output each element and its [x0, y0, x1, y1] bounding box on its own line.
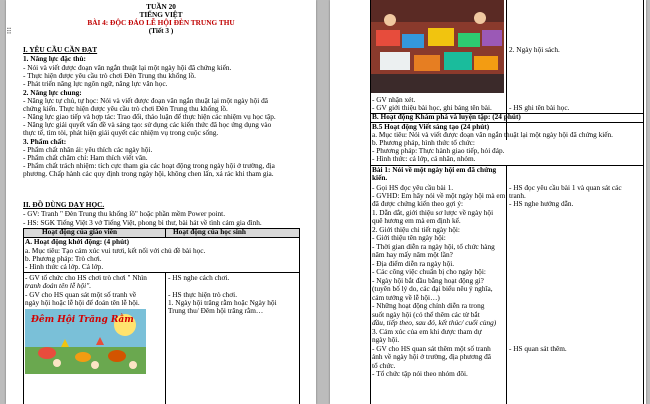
text-line: - GV cho HS quan sát thêm một số tranh	[372, 344, 491, 353]
text-line: quê hương em mà em định kể.	[372, 216, 461, 225]
week-heading: TUẦN 20	[146, 2, 176, 11]
text-line: - Phương pháp: Thực hành giao tiếp, hỏi đáp.	[372, 146, 505, 155]
table-rule	[643, 0, 644, 404]
text-line: ảnh về ngày hội ở trường, địa phương đã	[372, 352, 491, 361]
text-line: - Nói và viết được đoạn văn ngắn thuật lại một ngày hội đã chứng kiến.	[23, 63, 232, 72]
text-line: - Địa điểm diễn ra ngày hội.	[372, 259, 455, 268]
text-line: - Năng lực giải quyết vấn đề và sáng tạo: sử dụng các kiến thức đã học ứng dụng vào	[23, 120, 272, 129]
text-line: - Các công việc chuẩn bị cho ngày hội:	[372, 267, 486, 276]
exercise-1-title: Bài 1: Nói về một ngày hội em đã chứng	[372, 165, 497, 174]
text-line: 1. Dẫn dắt, giới thiệu sơ lược về ngày hội	[372, 208, 494, 217]
text-line: - GV nhận xét.	[372, 95, 416, 104]
column-header-gv: Hoạt động của giáo viên	[42, 227, 118, 236]
festival-illustration	[25, 309, 146, 374]
text-line: - Tổ chức tập nói theo nhóm đôi.	[372, 369, 468, 378]
lesson-title: BÀI 4: ĐỘC ĐÁO LỄ HỘI ĐÈN TRUNG THU	[87, 18, 235, 27]
section-1-2-title: 2. Năng lực chung:	[23, 88, 82, 97]
text-line: năm hay mấy năm một lần?	[372, 250, 453, 259]
text-line: b. Phương pháp, hình thức tổ chức:	[372, 138, 475, 147]
text-line: - Phẩm chất nhân ái: yêu thích các ngày hội.	[23, 145, 153, 154]
text-line: phương. Chấp hành các quy định trong ngày hội, không chen lấn, xả rác khi tham gia.	[23, 169, 274, 178]
drag-handle-icon[interactable]: ⠿	[6, 27, 12, 36]
text-line: - Phẩm chất chăm chỉ: Ham thích viết văn.	[23, 153, 148, 162]
text-line: - Giới thiệu tên ngày hội:	[372, 233, 446, 242]
text-line: - Thực hiện được yêu cầu trò chơi Đèn Trung thu khổng lồ.	[23, 71, 196, 80]
table-rule	[299, 228, 300, 404]
text-line: thực tế, tìm tòi, phát hiện giải quyết các nhiệm vụ trong cuộc sống.	[23, 128, 219, 137]
text-line: - Ngày hội bắt đầu bằng hoạt động gì?	[372, 276, 484, 285]
text-line: - GV tổ chức cho HS chơi trò chơi " Nhìn	[25, 273, 147, 282]
table-rule	[506, 165, 507, 404]
text-line: 2. Giới thiệu chi tiết ngày hội:	[372, 225, 460, 234]
text-line: chứng kiến. Thực hiện được yêu cầu trò chơi Đèn Trung thu khổng lồ.	[23, 104, 228, 113]
text-line: - HS thực hiện trò chơi.	[168, 290, 238, 299]
text-line: ngày hội.	[372, 335, 400, 344]
table-rule	[165, 272, 166, 404]
text-line: - HS đọc yêu cầu bài 1 và quan sát các	[509, 183, 622, 192]
column-header-hs: Hoạt động của học sinh	[173, 227, 246, 236]
text-line: - GVHD: Em hãy nói về một ngày hội mà em	[372, 191, 506, 200]
text-line: - Năng lực giao tiếp và hợp tác: Trao đổi, thảo luận để thực hiện các nhiệm vụ học tập.	[23, 112, 276, 121]
text-line: b. Phương pháp: Trò chơi.	[25, 254, 102, 263]
illustration-caption: Đêm Hội Trăng Rằm	[31, 315, 134, 325]
text-line: tổ chức.	[372, 361, 396, 370]
book-festival-photo	[370, 0, 504, 93]
text-line: - Phẩm chất trách nhiệm: tích cực tham gia các hoạt động trong ngày hội ở trường, địa	[23, 161, 275, 170]
activity-a-title: A. Hoạt động khởi động: (4 phút)	[25, 237, 129, 246]
table-rule	[23, 228, 24, 404]
section-1-title: I. YÊU CẦU CẦN ĐẠT	[23, 45, 98, 54]
text-line: Trung thu/ Đêm hội trăng rằm…	[168, 306, 264, 315]
lesson-period: (Tiết 3 )	[148, 26, 174, 35]
text-line: đầu, tiếp theo, sau đó, kết thúc/ cuối cùng)	[372, 318, 497, 327]
text-line: tranh.	[509, 191, 526, 200]
text-line: suốt ngày hội (có thể thêm các từ bắt	[372, 310, 480, 319]
text-line: - Thời gian diễn ra ngày hội, tổ chức hàng	[372, 242, 495, 251]
text-line: - Năng lực tự chủ, tự học: Nói và viết được đoạn văn ngắn thuật lại một ngày hội đã	[23, 96, 269, 105]
text-line: - Hình thức: cả lớp, cá nhân, nhóm.	[372, 154, 476, 163]
text-line: a. Mục tiêu: Tạo cảm xúc vui tươi, kết nối với chủ đề bài học.	[25, 246, 206, 255]
text-line: - Phát triển năng lực ngôn ngữ, năng lực văn học.	[23, 79, 168, 88]
section-b-title: B. Hoạt động Khám phá và luyện tập: (24 phút)	[372, 112, 521, 121]
text-line: - HS nghe cách chơi.	[168, 273, 230, 282]
text-line: - GV: Tranh " Đèn Trung thu khổng lồ" hoặc phần mềm Power point.	[23, 209, 226, 218]
text-line: 1. Ngày hội trăng rằm hoặc Ngày hội	[168, 298, 277, 307]
text-line: - HS: SGK Tiếng Việt 3 vở Tiếng Việt, phong bì thư, bài hát về tình cảm gia đình.	[23, 218, 262, 227]
text-line: a. Mục tiêu: Nói và viết được đoạn văn ngắn thuật lại một ngày hội đã chứng kiến.	[372, 130, 613, 139]
document-page-right	[330, 0, 646, 404]
text-line: - HS nghe hướng dẫn.	[509, 199, 574, 208]
text-line: cảm tưởng về lễ hội…)	[372, 293, 440, 302]
text-line: ngày hội hoặc lễ hội để đoán tên lễ hội.	[25, 298, 140, 307]
text-line: - Những hoạt động chính diễn ra trong	[372, 301, 485, 310]
text-line: - GV cho HS quan sát một số tranh về	[25, 290, 137, 299]
section-1-3-title: 3. Phẩm chất:	[23, 137, 67, 146]
document-page-left	[6, 0, 316, 404]
section-1-1-title: 1. Năng lực đặc thù:	[23, 54, 86, 63]
text-line: tranh đoán tên lễ hội".	[25, 281, 92, 290]
section-2-title: II. ĐỒ DÙNG DẠY HỌC.	[23, 200, 105, 209]
table-rule	[370, 0, 371, 404]
text-line: - GV giới thiệu bài học, ghi bảng tên bài.	[372, 103, 492, 112]
table-rule	[165, 228, 166, 237]
text-line: - Hình thức cả lớp. Cả lớp.	[25, 262, 104, 271]
text-line: (tuyên bố lý do, các đại biểu nêu ý nghĩa,	[372, 284, 493, 293]
text-line: - Gọi HS đọc yêu cầu bài 1.	[372, 183, 454, 192]
subject-heading: TIẾNG VIỆT	[139, 10, 183, 19]
exercise-1-title-cont: kiến.	[372, 173, 388, 182]
text-line: - HS ghi tên bài học.	[509, 103, 570, 112]
section-b5-title: B.5 Hoạt động Viết sáng tạo (24 phút)	[372, 122, 490, 131]
text-line: 2. Ngày hội sách.	[509, 45, 560, 54]
text-line: 3. Cảm xúc của em khi được tham dự	[372, 327, 482, 336]
text-line: - HS quan sát thêm.	[509, 344, 567, 353]
text-line: đã được chứng kiến theo gợi ý:	[372, 199, 464, 208]
